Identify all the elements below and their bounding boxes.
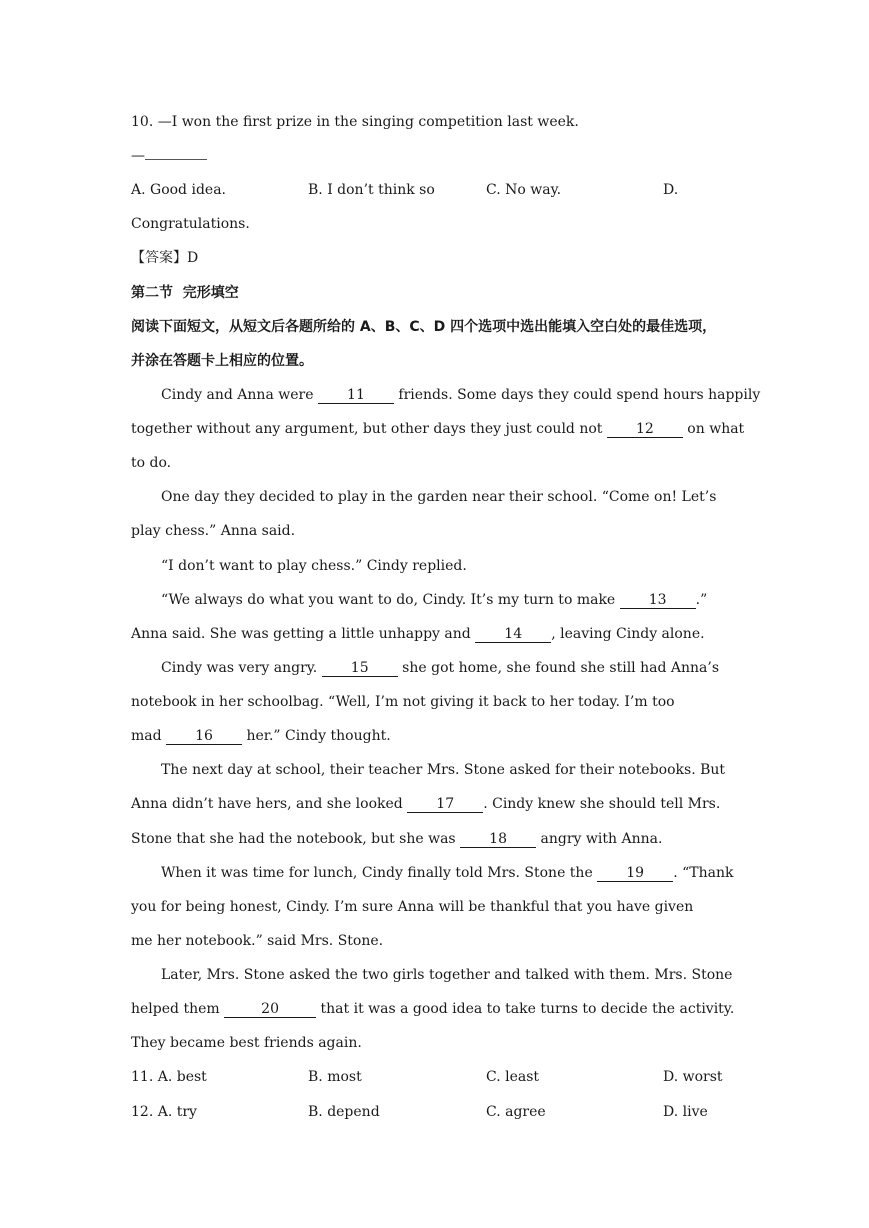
text: helped them	[131, 1001, 225, 1017]
blank-20: 20	[224, 1001, 316, 1018]
text: friends. Some days they could spend hours happily	[393, 387, 761, 403]
text: . “Thank	[673, 865, 734, 881]
blank-12: 12	[607, 421, 683, 438]
blank-17: 17	[407, 796, 483, 813]
passage-line-16: you for being honest, Cindy. I’m sure Anna will be thankful that you have given	[131, 899, 694, 915]
passage-line-7	[161, 590, 707, 610]
blank-16: 16	[166, 728, 242, 745]
text: Stone that she had the notebook, but she was	[131, 831, 461, 847]
passage-line-18: Later, Mrs. Stone asked the two girls together and talked with them. Mrs. Stone	[161, 967, 733, 983]
passage-line-1	[161, 385, 760, 405]
choice-12-b: B. depend	[308, 1104, 380, 1120]
q10-option-d-text: Congratulations.	[131, 216, 250, 232]
passage-line-19	[131, 999, 734, 1019]
choice-12-c: C. agree	[486, 1104, 546, 1120]
q10-reply-blank	[145, 159, 207, 160]
blank-19: 19	[597, 865, 673, 882]
text: . Cindy knew she should tell Mrs.	[483, 796, 721, 812]
choice-12-a: 12. A. try	[131, 1104, 197, 1120]
text: Anna said. She was getting a little unhappy and	[131, 626, 476, 642]
passage-line-6: “I don’t want to play chess.” Cindy replied.	[161, 558, 467, 574]
text: When it was time for lunch, Cindy finally told Mrs. Stone the	[161, 865, 598, 881]
q10-reply	[131, 146, 207, 166]
passage-line-13	[131, 794, 720, 814]
text: , leaving Cindy alone.	[551, 626, 705, 642]
passage-line-15	[161, 863, 733, 883]
text: Anna didn’t have hers, and she looked	[131, 796, 408, 812]
q10-option-d: D.	[663, 182, 679, 198]
choice-12-d: D. live	[663, 1104, 708, 1120]
choice-11-d: D. worst	[663, 1069, 723, 1085]
q10-option-b: B. I don’t think so	[308, 182, 435, 198]
passage-line-3: to do.	[131, 455, 172, 471]
blank-11: 11	[318, 387, 394, 404]
text: that it was a good idea to take turns to decide the activity.	[316, 1001, 735, 1017]
passage-line-9	[161, 658, 719, 678]
passage-line-11	[131, 726, 391, 746]
blank-13: 13	[620, 592, 696, 609]
passage-line-10: notebook in her schoolbag. “Well, I’m not giving it back to her today. I’m too	[131, 694, 675, 710]
text: “We always do what you want to do, Cindy. It’s my turn to make	[161, 592, 620, 608]
blank-15: 15	[322, 660, 398, 677]
passage-line-2	[131, 419, 744, 439]
text: on what	[682, 421, 745, 437]
choice-11-b: B. most	[308, 1069, 362, 1085]
passage-line-17: me her notebook.” said Mrs. Stone.	[131, 933, 384, 949]
passage-line-14	[131, 829, 662, 849]
text: her.” Cindy thought.	[242, 728, 391, 744]
passage-line-20: They became best friends again.	[131, 1035, 362, 1051]
text: .”	[695, 592, 708, 608]
passage-line-5: play chess.” Anna said.	[131, 523, 296, 539]
text: mad	[131, 728, 167, 744]
text: angry with Anna.	[536, 831, 663, 847]
blank-14: 14	[475, 626, 551, 643]
choice-11-c: C. least	[486, 1069, 540, 1085]
section-instruction-2: 并涂在答题卡上相应的位置。	[131, 353, 313, 369]
text: she got home, she found she still had Anna’s	[397, 660, 720, 676]
q10-reply-dash: —	[131, 148, 145, 164]
section-instruction-1: 阅读下面短文，从短文后各题所给的 A、B、C、D 四个选项中选出能填入空白处的最佳选项，	[131, 319, 717, 335]
q10-prompt: 10. —I won the first prize in the singing competition last week.	[131, 114, 579, 130]
q10-option-a: A. Good idea.	[131, 182, 226, 198]
passage-line-8	[131, 624, 705, 644]
section-title: 第二节 完形填空	[131, 285, 239, 301]
blank-18: 18	[460, 831, 536, 848]
q10-option-c: C. No way.	[486, 182, 562, 198]
text: Cindy was very angry.	[161, 660, 322, 676]
text: Cindy and Anna were	[161, 387, 318, 403]
choice-11-a: 11. A. best	[131, 1069, 207, 1085]
passage-line-12: The next day at school, their teacher Mrs. Stone asked for their notebooks. But	[161, 762, 726, 778]
text: together without any argument, but other days they just could not	[131, 421, 607, 437]
passage-line-4: One day they decided to play in the garden near their school. “Come on! Let’s	[161, 489, 717, 505]
q10-answer: 【答案】D	[131, 250, 199, 266]
